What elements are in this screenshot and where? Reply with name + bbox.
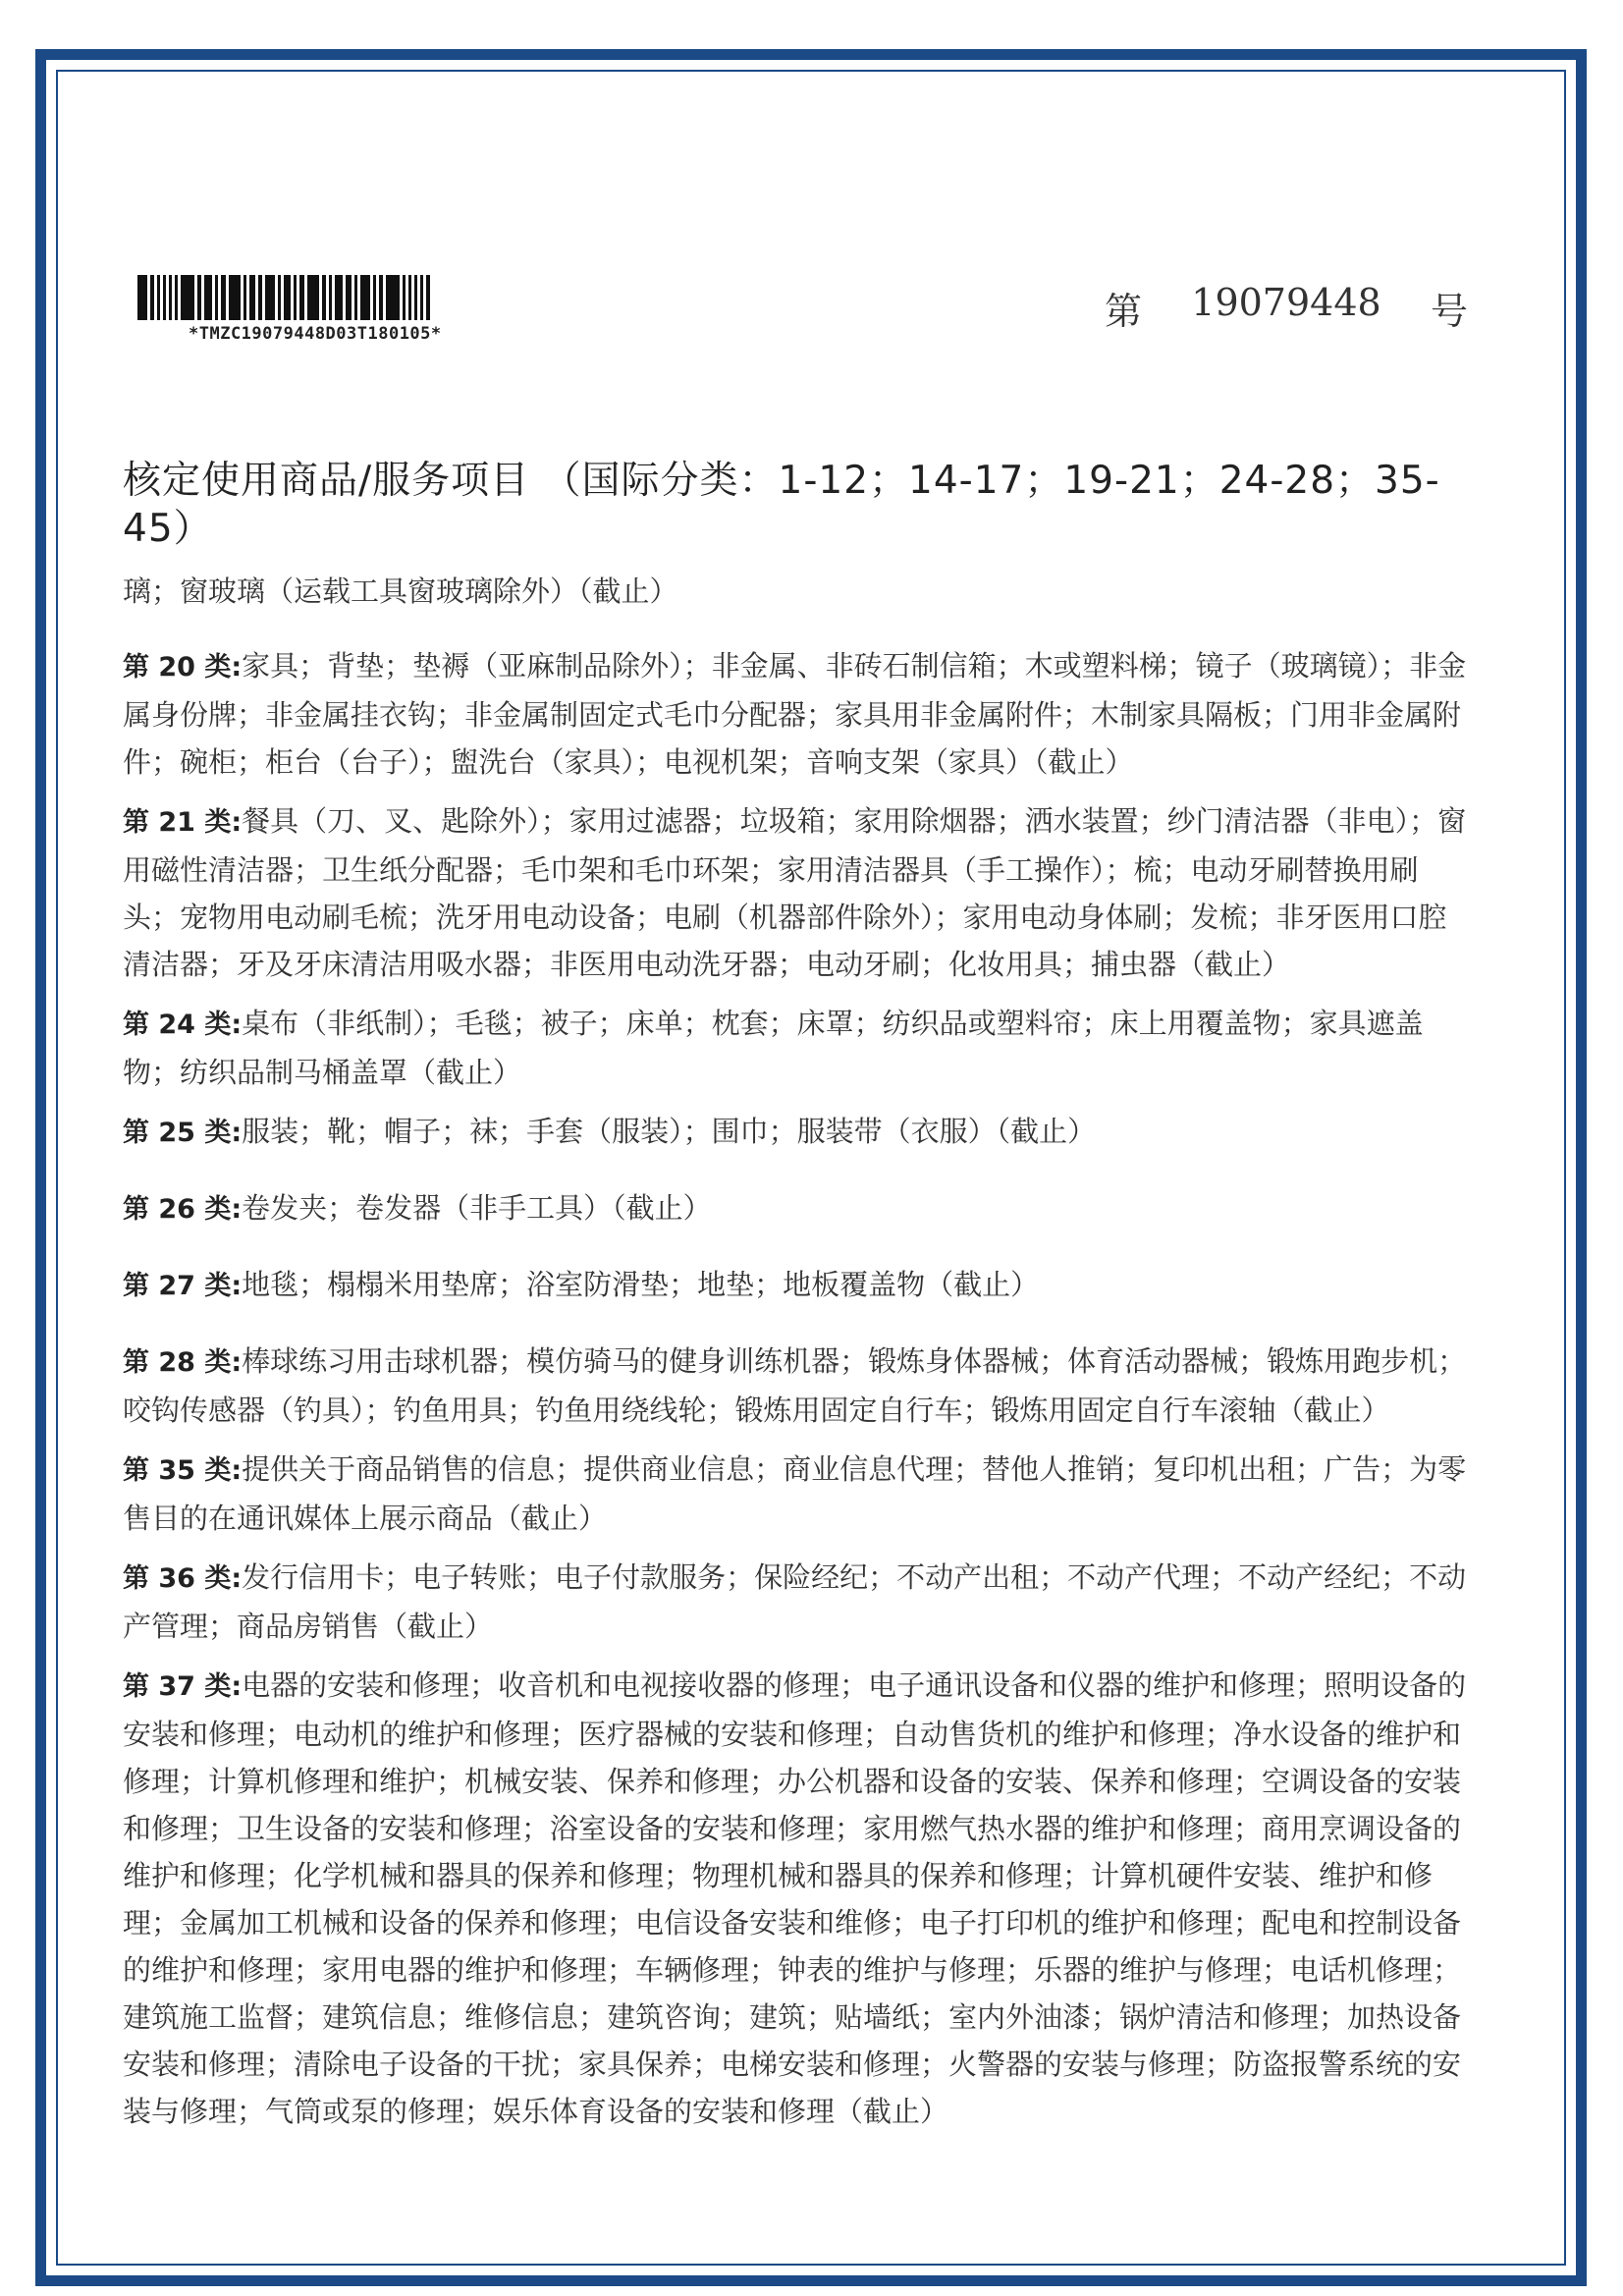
- barcode-bar: [204, 275, 212, 320]
- barcode-text: *TMZC19079448D03T180105*: [189, 324, 442, 344]
- continuation-text: 璃；窗玻璃（运载工具窗玻璃除外）（截止）: [123, 574, 678, 608]
- class-label: 第 21 类:: [123, 807, 243, 838]
- barcode-bar: [175, 275, 178, 320]
- barcode-bar: [221, 275, 226, 320]
- barcode-bar: [420, 275, 423, 320]
- class-entry: [123, 1000, 1470, 1096]
- class-label: 第 37 类:: [123, 1671, 243, 1702]
- barcode-bar: [426, 275, 430, 320]
- registration-number: [1105, 281, 1468, 335]
- registration-number-value: 19079448: [1191, 281, 1381, 324]
- class-label: 第 28 类:: [123, 1347, 243, 1378]
- class-text: 服装；靴；帽子；袜；手套（服装）；围巾；服装带（衣服）（截止）: [242, 1115, 1097, 1148]
- class-label: 第 26 类:: [123, 1194, 243, 1225]
- barcode-bars: [137, 275, 530, 320]
- class-text: 电器的安装和修理；收音机和电视接收器的修理；电子通讯设备和仪器的维护和修理；照明设备的安装和修理；电动机的维护和修理；医疗器械的安装和修理；自动售货机的维护和修理；净水设备的维护和修理；计算机修理和维护；机械安装、保养和修理；办公机器和设备的安装、保养和修理；空调设备的安装和修理；卫生设备的安装和修理；浴室设备的安装和修理；家用燃气热水器的维护和修理；商用烹调设备的维护和修理；化学机械和器具的保养和修理；物理机械和器具的保养和修理；计算机硬件安装、维护和修理；金属加工机械和设备的保养和修理；电信设备安装和维修；电子打印机的维护和修理；配电和控制设备的维护和修理；家用电器的维护和修理；车辆修理；钟表的维护与修理；乐器的维护与修理；电话机修理；建筑施工监督；建筑信息；维修信息；建筑咨询；建筑；贴墙纸；室内外油漆；锅炉清洁和修理；加热设备安装和修理；清除电子设备的干扰；家具保养；电梯安装和修理；火警器的安装与修理；防盗报警系统的安装与修理；气筒或泵的修理；娱乐体育设备的安装和修理（截止）: [123, 1668, 1467, 2128]
- class-text: 棒球练习用击球机器；模仿骑马的健身训练机器；锻炼身体器械；体育活动器械；锻炼用跑步机；咬钩传感器（钓具）；钓鱼用具；钓鱼用绕线轮；锻炼用固定自行车；锻炼用固定自行车滚轴（截止）: [123, 1344, 1467, 1427]
- barcode-bar: [408, 275, 411, 320]
- barcode-bar: [307, 275, 319, 320]
- class-label: 第 36 类:: [123, 1563, 243, 1594]
- class-entry: [123, 1446, 1470, 1542]
- barcode-bar: [197, 275, 201, 320]
- class-text: 卷发夹；卷发器（非手工具）（截止）: [242, 1191, 712, 1225]
- class-entry: [123, 1108, 1470, 1157]
- barcode-bar: [403, 275, 406, 320]
- registration-prefix: 第: [1105, 290, 1143, 333]
- barcode-bar: [379, 275, 383, 320]
- class-label: 第 27 类:: [123, 1271, 243, 1301]
- barcode-bar: [265, 275, 275, 320]
- barcode-bar: [157, 275, 160, 320]
- class-entry: [123, 797, 1470, 988]
- registration-suffix: 号: [1430, 290, 1468, 333]
- barcode-bar: [243, 275, 246, 320]
- barcode-bar: [284, 275, 291, 320]
- barcode-bar: [150, 275, 154, 320]
- class-label: 第 24 类:: [123, 1010, 243, 1040]
- class-entry: [123, 1662, 1470, 2135]
- barcode-bar: [215, 275, 218, 320]
- class-entry: [123, 1554, 1470, 1650]
- class-label: 第 25 类:: [123, 1118, 243, 1148]
- class-entry: [123, 1338, 1470, 1434]
- barcode-bar: [278, 275, 281, 320]
- barcode-bar: [229, 275, 241, 320]
- barcode-bar: [414, 275, 417, 320]
- goods-services-list: [123, 568, 1470, 2135]
- class-text: 桌布（非纸制）；毛毯；被子；床单；枕套；床罩；纺织品或塑料帘；床上用覆盖物；家具遮盖物；纺织品制马桶盖罩（截止）: [123, 1007, 1424, 1089]
- barcode-bar: [294, 275, 297, 320]
- barcode-bar: [346, 275, 352, 320]
- barcode-bar: [322, 275, 326, 320]
- barcode-bar: [163, 275, 166, 320]
- barcode-bar: [335, 275, 343, 320]
- class-label: 第 35 类:: [123, 1455, 243, 1486]
- barcode-bar: [137, 275, 147, 320]
- barcode-bar: [373, 275, 376, 320]
- barcode-bar: [329, 275, 332, 320]
- barcode-bar: [386, 275, 400, 320]
- barcode-bar: [249, 275, 255, 320]
- barcode: [137, 275, 530, 344]
- page-title: 核定使用商品/服务项目 （国际分类：1-12；14-17；19-21；24-28；35-45）: [123, 459, 1440, 551]
- class-text: 发行信用卡；电子转账；电子付款服务；保险经纪；不动产出租；不动产代理；不动产经纪；不动产管理；商品房销售（截止）: [123, 1560, 1467, 1643]
- class-text: 提供关于商品销售的信息；提供商业信息；商业信息代理；替他人推销；复印机出租；广告；为零售目的在通讯媒体上展示商品（截止）: [123, 1452, 1467, 1535]
- barcode-bar: [360, 275, 370, 320]
- barcode-bar: [299, 275, 304, 320]
- class-text: 家具；背垫；垫褥（亚麻制品除外）；非金属、非砖石制信箱；木或塑料梯；镜子（玻璃镜）；非金属身份牌；非金属挂衣钩；非金属制固定式毛巾分配器；家具用非金属附件；木制家具隔板；门用非金属附件；碗柜；柜台（台子）；盥洗台（家具）；电视机架；音响支架（家具）（截止）: [123, 649, 1467, 779]
- class-label: 第 20 类:: [123, 652, 243, 683]
- barcode-bar: [354, 275, 357, 320]
- class-entry: [123, 1261, 1470, 1310]
- barcode-bar: [258, 275, 262, 320]
- class-entry: [123, 1184, 1470, 1233]
- barcode-bar: [181, 275, 194, 320]
- class-text: 地毯；榻榻米用垫席；浴室防滑垫；地垫；地板覆盖物（截止）: [242, 1268, 1040, 1301]
- barcode-bar: [169, 275, 172, 320]
- class-entry: [123, 642, 1470, 786]
- class-text: 餐具（刀、叉、匙除外）；家用过滤器；垃圾箱；家用除烟器；洒水装置；纱门清洁器（非电）；窗用磁性清洁器；卫生纸分配器；毛巾架和毛巾环架；家用清洁器具（手工操作）；梳；电动牙刷替换用刷头；宠物用电动刷毛梳；洗牙用电动设备；电刷（机器部件除外）；家用电动身体刷；发梳；非牙医用口腔清洁器；牙及牙床清洁用吸水器；非医用电动洗牙器；电动牙刷；化妆用具；捕虫器（截止）: [123, 804, 1467, 981]
